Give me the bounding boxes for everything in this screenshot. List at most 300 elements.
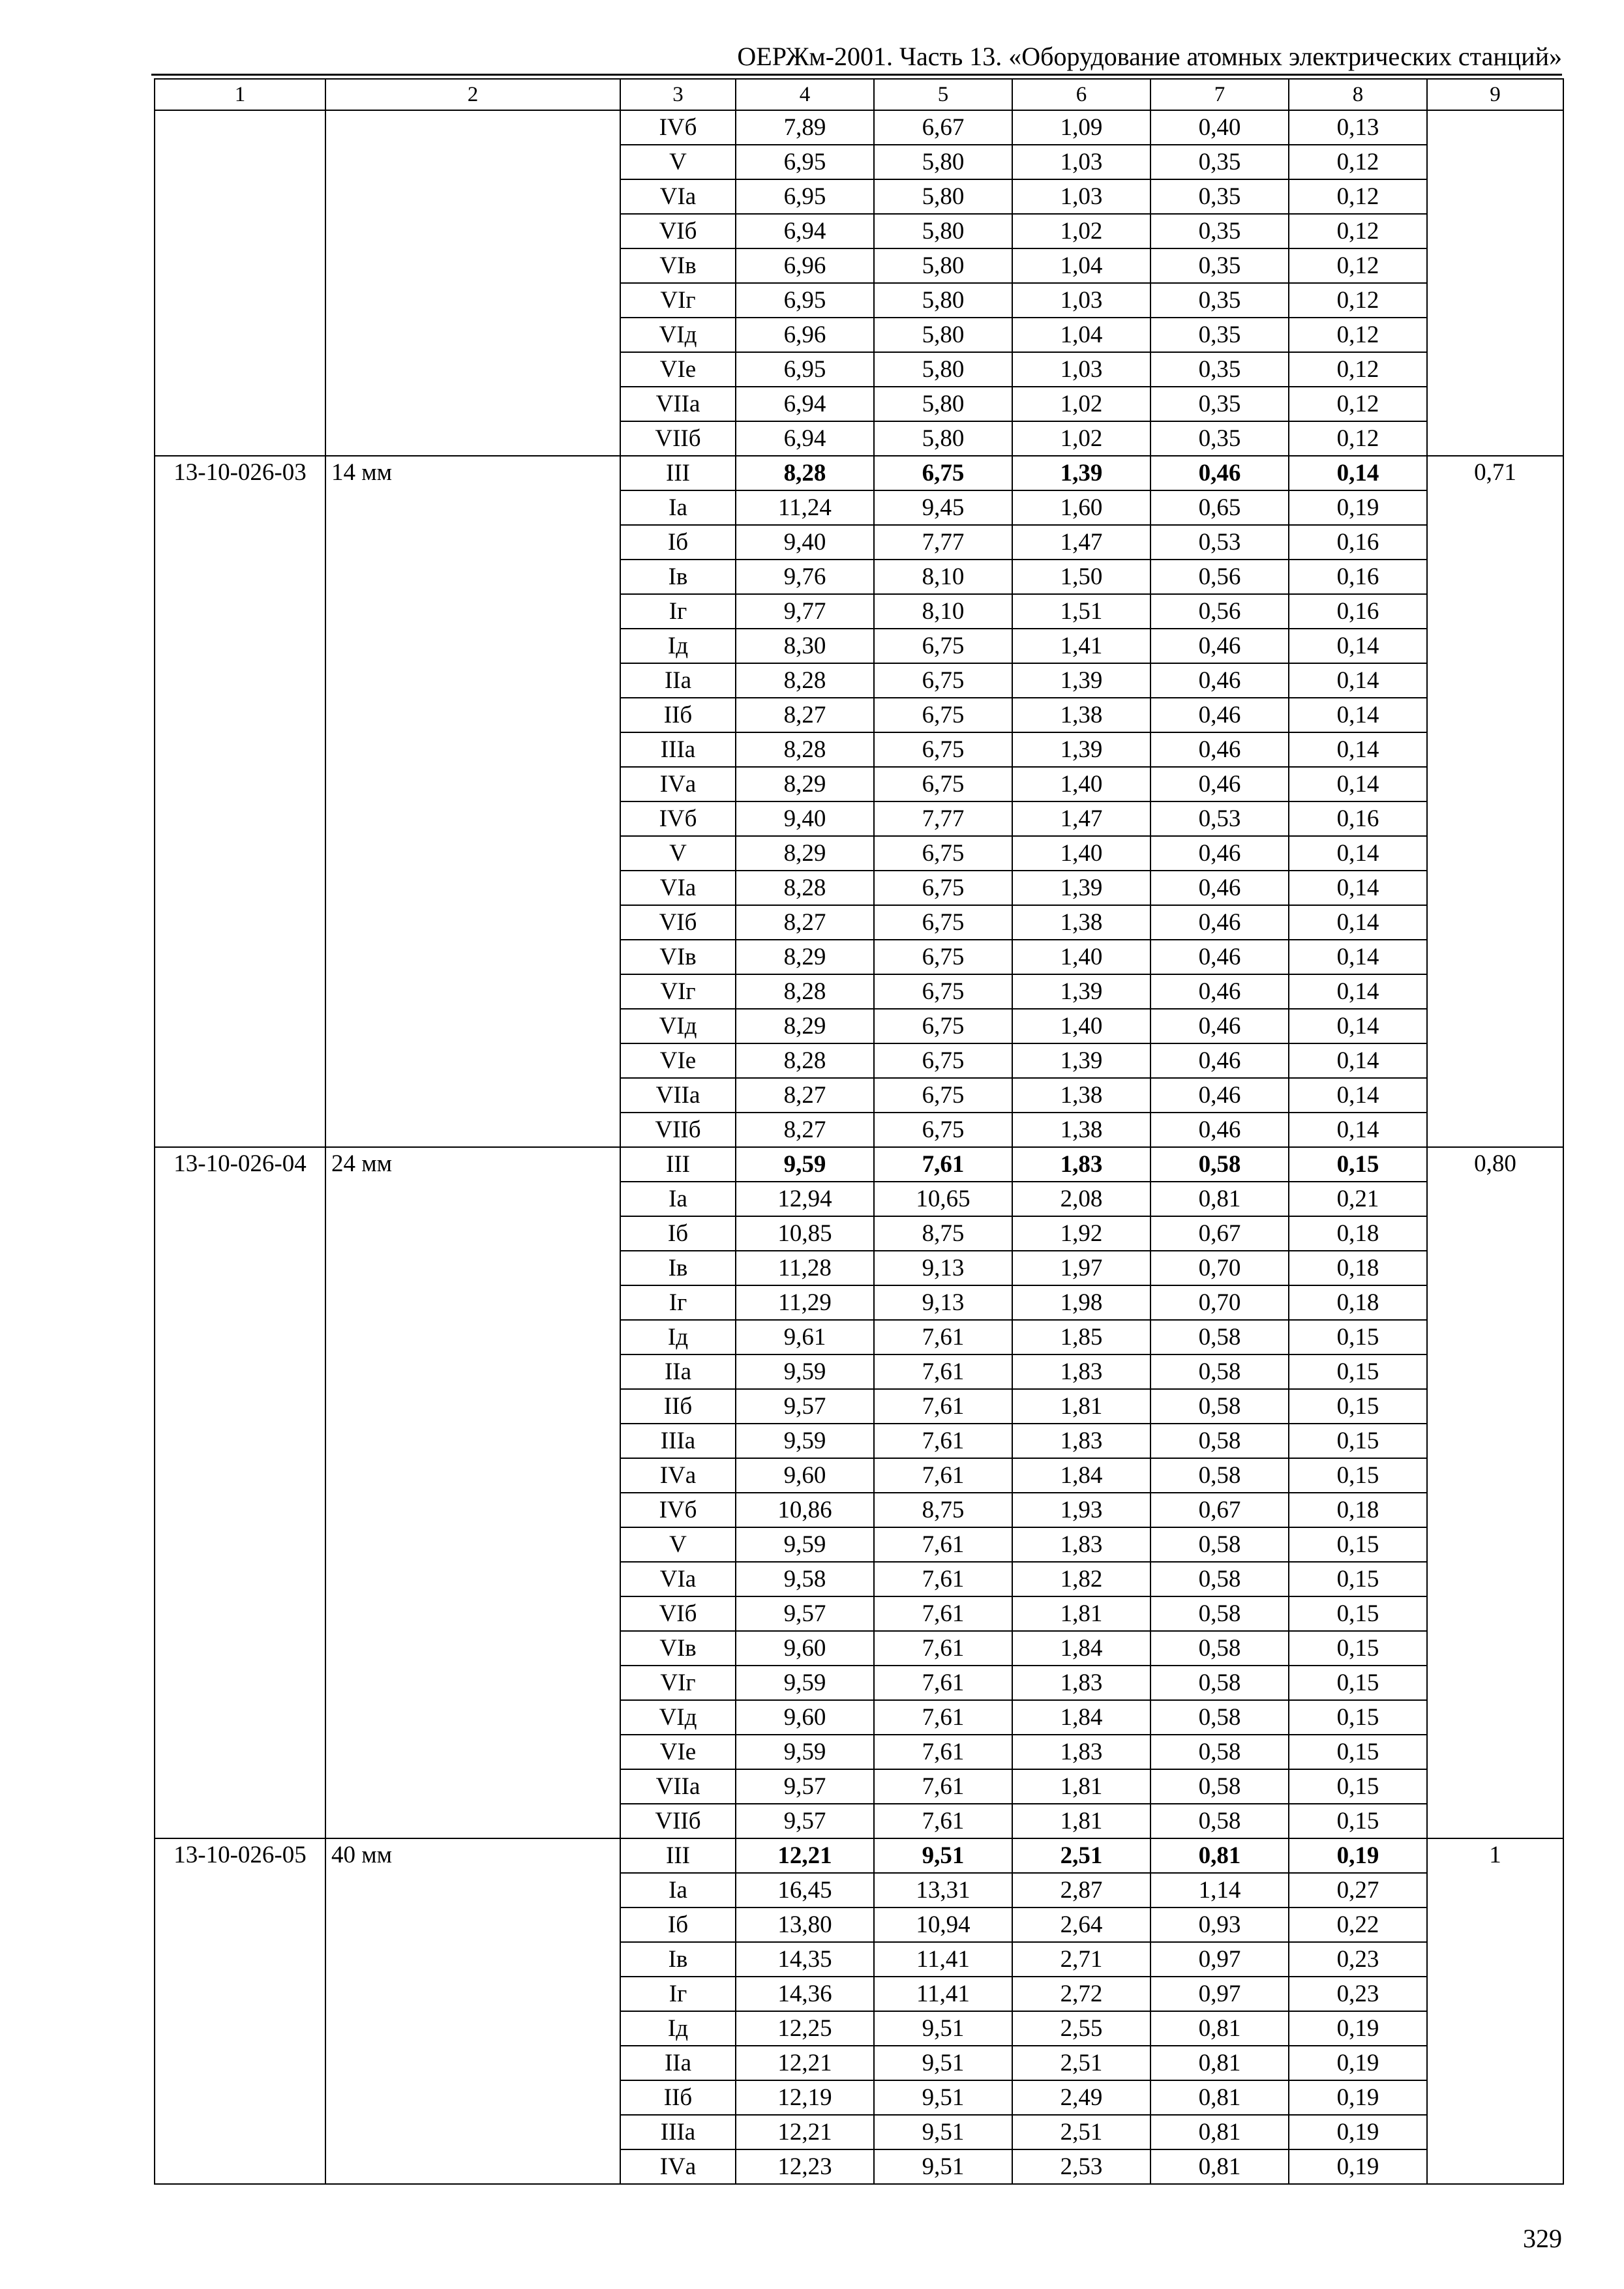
value-cell: 12,25 xyxy=(736,2011,874,2046)
zone-cell: VIг xyxy=(620,974,736,1009)
value-cell: 11,28 xyxy=(736,1251,874,1285)
value-cell: 9,51 xyxy=(874,2011,1012,2046)
zone-cell: IVа xyxy=(620,2149,736,2184)
rate-name-cell xyxy=(325,110,620,456)
zone-cell: III xyxy=(620,1147,736,1182)
value-cell: 9,61 xyxy=(736,1320,874,1354)
value-cell: 6,75 xyxy=(874,732,1012,767)
rate-code-cell: 13-10-026-03 xyxy=(155,456,325,1147)
value-cell: 6,75 xyxy=(874,836,1012,871)
value-cell: 8,30 xyxy=(736,629,874,663)
zone-cell: Iа xyxy=(620,490,736,525)
value-cell: 0,35 xyxy=(1150,352,1289,387)
zone-cell: VIIб xyxy=(620,421,736,456)
value-cell: 0,81 xyxy=(1150,2011,1289,2046)
zone-cell: VIв xyxy=(620,1631,736,1666)
value-cell: 8,75 xyxy=(874,1216,1012,1251)
value-cell: 1,40 xyxy=(1012,767,1150,801)
value-cell: 0,35 xyxy=(1150,421,1289,456)
value-cell: 9,45 xyxy=(874,490,1012,525)
value-cell: 1,03 xyxy=(1012,179,1150,214)
col9-cell xyxy=(1427,110,1563,456)
value-cell: 9,57 xyxy=(736,1769,874,1804)
value-cell: 0,46 xyxy=(1150,1043,1289,1078)
zone-cell: VIа xyxy=(620,179,736,214)
value-cell: 1,40 xyxy=(1012,1009,1150,1043)
value-cell: 0,65 xyxy=(1150,490,1289,525)
value-cell: 0,16 xyxy=(1289,594,1427,629)
col-number: 6 xyxy=(1012,79,1150,110)
value-cell: 12,21 xyxy=(736,2115,874,2149)
value-cell: 6,75 xyxy=(874,629,1012,663)
value-cell: 0,93 xyxy=(1150,1908,1289,1942)
value-cell: 0,15 xyxy=(1289,1527,1427,1562)
value-cell: 0,97 xyxy=(1150,1977,1289,2011)
value-cell: 1,39 xyxy=(1012,732,1150,767)
value-cell: 2,72 xyxy=(1012,1977,1150,2011)
zone-cell: VIб xyxy=(620,1596,736,1631)
value-cell: 0,46 xyxy=(1150,1113,1289,1147)
zone-cell: IVа xyxy=(620,767,736,801)
table-row xyxy=(155,110,1563,145)
value-cell: 1,38 xyxy=(1012,905,1150,940)
value-cell: 0,21 xyxy=(1289,1182,1427,1216)
value-cell: 7,89 xyxy=(736,110,874,145)
zone-cell: VIIб xyxy=(620,1804,736,1838)
value-cell: 1,38 xyxy=(1012,1113,1150,1147)
value-cell: 0,19 xyxy=(1289,1838,1427,1873)
zone-cell: VIе xyxy=(620,352,736,387)
value-cell: 5,80 xyxy=(874,352,1012,387)
value-cell: 0,35 xyxy=(1150,318,1289,352)
value-cell: 9,13 xyxy=(874,1285,1012,1320)
rate-name-cell: 24 мм xyxy=(325,1147,620,1838)
value-cell: 9,57 xyxy=(736,1804,874,1838)
rate-code-cell: 13-10-026-04 xyxy=(155,1147,325,1838)
value-cell: 9,51 xyxy=(874,2115,1012,2149)
value-cell: 0,15 xyxy=(1289,1147,1427,1182)
value-cell: 0,46 xyxy=(1150,1009,1289,1043)
value-cell: 0,18 xyxy=(1289,1493,1427,1527)
value-cell: 9,77 xyxy=(736,594,874,629)
value-cell: 0,53 xyxy=(1150,801,1289,836)
value-cell: 8,28 xyxy=(736,871,874,905)
value-cell: 6,75 xyxy=(874,1043,1012,1078)
value-cell: 1,98 xyxy=(1012,1285,1150,1320)
value-cell: 0,58 xyxy=(1150,1424,1289,1458)
value-cell: 1,04 xyxy=(1012,248,1150,283)
value-cell: 0,46 xyxy=(1150,732,1289,767)
value-cell: 0,46 xyxy=(1150,836,1289,871)
value-cell: 0,46 xyxy=(1150,698,1289,732)
value-cell: 0,53 xyxy=(1150,525,1289,560)
value-cell: 6,96 xyxy=(736,318,874,352)
value-cell: 5,80 xyxy=(874,145,1012,179)
zone-cell: IVб xyxy=(620,801,736,836)
value-cell: 6,75 xyxy=(874,1113,1012,1147)
column-numbers-header xyxy=(155,79,1563,110)
value-cell: 1,50 xyxy=(1012,560,1150,594)
value-cell: 12,19 xyxy=(736,2080,874,2115)
value-cell: 0,56 xyxy=(1150,560,1289,594)
value-cell: 7,61 xyxy=(874,1527,1012,1562)
value-cell: 2,71 xyxy=(1012,1942,1150,1977)
value-cell: 0,18 xyxy=(1289,1216,1427,1251)
value-cell: 6,75 xyxy=(874,974,1012,1009)
value-cell: 12,21 xyxy=(736,2046,874,2080)
value-cell: 0,15 xyxy=(1289,1562,1427,1596)
value-cell: 1,09 xyxy=(1012,110,1150,145)
value-cell: 9,40 xyxy=(736,801,874,836)
value-cell: 9,59 xyxy=(736,1354,874,1389)
zone-cell: VIIа xyxy=(620,1769,736,1804)
value-cell: 0,58 xyxy=(1150,1320,1289,1354)
value-cell: 0,18 xyxy=(1289,1285,1427,1320)
value-cell: 0,58 xyxy=(1150,1596,1289,1631)
value-cell: 6,96 xyxy=(736,248,874,283)
value-cell: 0,81 xyxy=(1150,2046,1289,2080)
value-cell: 1,02 xyxy=(1012,214,1150,248)
value-cell: 0,14 xyxy=(1289,1113,1427,1147)
value-cell: 6,95 xyxy=(736,179,874,214)
zone-cell: Iд xyxy=(620,1320,736,1354)
value-cell: 8,27 xyxy=(736,698,874,732)
value-cell: 2,55 xyxy=(1012,2011,1150,2046)
value-cell: 6,94 xyxy=(736,214,874,248)
value-cell: 0,58 xyxy=(1150,1354,1289,1389)
value-cell: 7,61 xyxy=(874,1458,1012,1493)
zone-cell: IIIа xyxy=(620,1424,736,1458)
value-cell: 0,35 xyxy=(1150,145,1289,179)
table-row xyxy=(155,1147,1563,1182)
value-cell: 0,46 xyxy=(1150,940,1289,974)
zone-cell: VIIа xyxy=(620,387,736,421)
value-cell: 0,15 xyxy=(1289,1666,1427,1700)
value-cell: 1,81 xyxy=(1012,1769,1150,1804)
value-cell: 1,47 xyxy=(1012,525,1150,560)
value-cell: 1,82 xyxy=(1012,1562,1150,1596)
value-cell: 0,70 xyxy=(1150,1251,1289,1285)
value-cell: 10,85 xyxy=(736,1216,874,1251)
zone-cell: IIIа xyxy=(620,732,736,767)
value-cell: 9,60 xyxy=(736,1631,874,1666)
value-cell: 0,18 xyxy=(1289,1251,1427,1285)
value-cell: 0,12 xyxy=(1289,421,1427,456)
value-cell: 0,81 xyxy=(1150,2149,1289,2184)
table-row xyxy=(155,456,1563,490)
zone-cell: Iг xyxy=(620,594,736,629)
value-cell: 0,56 xyxy=(1150,594,1289,629)
value-cell: 6,75 xyxy=(874,663,1012,698)
value-cell: 6,75 xyxy=(874,940,1012,974)
col-number: 8 xyxy=(1289,79,1427,110)
rate-name-cell: 40 мм xyxy=(325,1838,620,2184)
value-cell: 0,23 xyxy=(1289,1942,1427,1977)
value-cell: 0,58 xyxy=(1150,1389,1289,1424)
zone-cell: Iв xyxy=(620,1942,736,1977)
value-cell: 1,51 xyxy=(1012,594,1150,629)
zone-cell: IIб xyxy=(620,698,736,732)
value-cell: 8,28 xyxy=(736,974,874,1009)
value-cell: 13,80 xyxy=(736,1908,874,1942)
value-cell: 0,58 xyxy=(1150,1804,1289,1838)
zone-cell: Iа xyxy=(620,1182,736,1216)
value-cell: 1,93 xyxy=(1012,1493,1150,1527)
zone-cell: III xyxy=(620,1838,736,1873)
value-cell: 14,36 xyxy=(736,1977,874,2011)
value-cell: 1,83 xyxy=(1012,1354,1150,1389)
value-cell: 2,49 xyxy=(1012,2080,1150,2115)
value-cell: 7,61 xyxy=(874,1666,1012,1700)
zone-cell: VIIб xyxy=(620,1113,736,1147)
value-cell: 6,75 xyxy=(874,1009,1012,1043)
zone-cell: Iв xyxy=(620,1251,736,1285)
value-cell: 7,61 xyxy=(874,1804,1012,1838)
value-cell: 8,27 xyxy=(736,1078,874,1113)
value-cell: 7,61 xyxy=(874,1147,1012,1182)
zone-cell: IIа xyxy=(620,2046,736,2080)
value-cell: 1,02 xyxy=(1012,387,1150,421)
value-cell: 6,75 xyxy=(874,1078,1012,1113)
value-cell: 0,58 xyxy=(1150,1147,1289,1182)
value-cell: 0,12 xyxy=(1289,248,1427,283)
value-cell: 6,75 xyxy=(874,871,1012,905)
value-cell: 2,51 xyxy=(1012,1838,1150,1873)
value-cell: 0,12 xyxy=(1289,179,1427,214)
zone-cell: VIд xyxy=(620,1700,736,1735)
value-cell: 9,51 xyxy=(874,1838,1012,1873)
value-cell: 0,19 xyxy=(1289,2115,1427,2149)
value-cell: 0,46 xyxy=(1150,456,1289,490)
value-cell: 1,97 xyxy=(1012,1251,1150,1285)
value-cell: 1,41 xyxy=(1012,629,1150,663)
zone-cell: IVб xyxy=(620,1493,736,1527)
value-cell: 6,75 xyxy=(874,698,1012,732)
value-cell: 6,67 xyxy=(874,110,1012,145)
value-cell: 0,58 xyxy=(1150,1769,1289,1804)
value-cell: 0,22 xyxy=(1289,1908,1427,1942)
value-cell: 6,94 xyxy=(736,387,874,421)
value-cell: 1,83 xyxy=(1012,1735,1150,1769)
value-cell: 1,04 xyxy=(1012,318,1150,352)
value-cell: 16,45 xyxy=(736,1873,874,1908)
value-cell: 0,15 xyxy=(1289,1700,1427,1735)
value-cell: 0,16 xyxy=(1289,560,1427,594)
zone-cell: VIа xyxy=(620,871,736,905)
value-cell: 9,76 xyxy=(736,560,874,594)
value-cell: 0,40 xyxy=(1150,110,1289,145)
zone-cell: Iа xyxy=(620,1873,736,1908)
value-cell: 1,39 xyxy=(1012,974,1150,1009)
header-rule xyxy=(151,74,1562,76)
value-cell: 1,83 xyxy=(1012,1424,1150,1458)
value-cell: 0,58 xyxy=(1150,1700,1289,1735)
value-cell: 0,14 xyxy=(1289,836,1427,871)
value-cell: 0,14 xyxy=(1289,456,1427,490)
col-number: 1 xyxy=(155,79,325,110)
value-cell: 0,35 xyxy=(1150,387,1289,421)
value-cell: 7,61 xyxy=(874,1354,1012,1389)
value-cell: 8,10 xyxy=(874,560,1012,594)
value-cell: 1,39 xyxy=(1012,871,1150,905)
value-cell: 0,19 xyxy=(1289,2080,1427,2115)
zone-cell: VIд xyxy=(620,318,736,352)
value-cell: 0,97 xyxy=(1150,1942,1289,1977)
value-cell: 2,53 xyxy=(1012,2149,1150,2184)
value-cell: 0,35 xyxy=(1150,179,1289,214)
value-cell: 9,59 xyxy=(736,1147,874,1182)
zone-cell: VIд xyxy=(620,1009,736,1043)
col-number: 4 xyxy=(736,79,874,110)
value-cell: 1,84 xyxy=(1012,1631,1150,1666)
value-cell: 6,75 xyxy=(874,456,1012,490)
value-cell: 9,51 xyxy=(874,2080,1012,2115)
value-cell: 0,70 xyxy=(1150,1285,1289,1320)
value-cell: 1,02 xyxy=(1012,421,1150,456)
value-cell: 7,61 xyxy=(874,1700,1012,1735)
value-cell: 10,94 xyxy=(874,1908,1012,1942)
value-cell: 8,10 xyxy=(874,594,1012,629)
zone-cell: VIб xyxy=(620,214,736,248)
value-cell: 0,81 xyxy=(1150,1838,1289,1873)
value-cell: 0,19 xyxy=(1289,2149,1427,2184)
value-cell: 8,75 xyxy=(874,1493,1012,1527)
rate-code-cell xyxy=(155,110,325,456)
table-row xyxy=(155,1838,1563,1873)
value-cell: 1,03 xyxy=(1012,352,1150,387)
zone-cell: VIе xyxy=(620,1043,736,1078)
zone-cell: Iб xyxy=(620,1908,736,1942)
col-number: 9 xyxy=(1427,79,1563,110)
value-cell: 1,14 xyxy=(1150,1873,1289,1908)
value-cell: 13,31 xyxy=(874,1873,1012,1908)
value-cell: 0,15 xyxy=(1289,1735,1427,1769)
value-cell: 10,86 xyxy=(736,1493,874,1527)
value-cell: 0,35 xyxy=(1150,248,1289,283)
zone-cell: III xyxy=(620,456,736,490)
value-cell: 2,64 xyxy=(1012,1908,1150,1942)
zone-cell: Iг xyxy=(620,1285,736,1320)
value-cell: 0,46 xyxy=(1150,905,1289,940)
value-cell: 12,21 xyxy=(736,1838,874,1873)
value-cell: 9,57 xyxy=(736,1596,874,1631)
value-cell: 0,58 xyxy=(1150,1527,1289,1562)
rate-code-cell: 13-10-026-05 xyxy=(155,1838,325,2184)
value-cell: 1,84 xyxy=(1012,1458,1150,1493)
value-cell: 0,58 xyxy=(1150,1458,1289,1493)
value-cell: 1,83 xyxy=(1012,1147,1150,1182)
value-cell: 0,13 xyxy=(1289,110,1427,145)
col9-cell: 0,80 xyxy=(1427,1147,1563,1838)
value-cell: 6,75 xyxy=(874,905,1012,940)
value-cell: 0,12 xyxy=(1289,283,1427,318)
value-cell: 9,40 xyxy=(736,525,874,560)
value-cell: 0,58 xyxy=(1150,1735,1289,1769)
value-cell: 9,60 xyxy=(736,1458,874,1493)
value-cell: 0,12 xyxy=(1289,145,1427,179)
value-cell: 9,51 xyxy=(874,2149,1012,2184)
value-cell: 0,15 xyxy=(1289,1804,1427,1838)
value-cell: 0,14 xyxy=(1289,974,1427,1009)
value-cell: 0,15 xyxy=(1289,1631,1427,1666)
zone-cell: IIа xyxy=(620,663,736,698)
zone-cell: IIб xyxy=(620,2080,736,2115)
value-cell: 8,28 xyxy=(736,456,874,490)
value-cell: 7,61 xyxy=(874,1389,1012,1424)
value-cell: 6,75 xyxy=(874,767,1012,801)
value-cell: 7,61 xyxy=(874,1320,1012,1354)
value-cell: 2,08 xyxy=(1012,1182,1150,1216)
value-cell: 8,29 xyxy=(736,767,874,801)
col9-cell: 1 xyxy=(1427,1838,1563,2184)
value-cell: 9,59 xyxy=(736,1424,874,1458)
value-cell: 7,61 xyxy=(874,1631,1012,1666)
value-cell: 1,40 xyxy=(1012,940,1150,974)
zone-cell: VIв xyxy=(620,940,736,974)
value-cell: 0,67 xyxy=(1150,1493,1289,1527)
value-cell: 8,27 xyxy=(736,905,874,940)
value-cell: 5,80 xyxy=(874,387,1012,421)
value-cell: 12,94 xyxy=(736,1182,874,1216)
zone-cell: IIIа xyxy=(620,2115,736,2149)
col9-cell: 0,71 xyxy=(1427,456,1563,1147)
value-cell: 0,35 xyxy=(1150,283,1289,318)
value-cell: 0,14 xyxy=(1289,940,1427,974)
zone-cell: IIа xyxy=(620,1354,736,1389)
value-cell: 0,14 xyxy=(1289,905,1427,940)
value-cell: 1,81 xyxy=(1012,1389,1150,1424)
zone-cell: Iд xyxy=(620,2011,736,2046)
value-cell: 2,87 xyxy=(1012,1873,1150,1908)
value-cell: 8,28 xyxy=(736,663,874,698)
value-cell: 0,16 xyxy=(1289,525,1427,560)
value-cell: 8,29 xyxy=(736,836,874,871)
value-cell: 8,29 xyxy=(736,940,874,974)
value-cell: 0,19 xyxy=(1289,490,1427,525)
zone-cell: VIв xyxy=(620,248,736,283)
value-cell: 5,80 xyxy=(874,283,1012,318)
value-cell: 0,14 xyxy=(1289,1043,1427,1078)
value-cell: 0,58 xyxy=(1150,1631,1289,1666)
value-cell: 5,80 xyxy=(874,214,1012,248)
value-cell: 0,14 xyxy=(1289,1078,1427,1113)
zone-cell: VIг xyxy=(620,283,736,318)
zone-cell: VIг xyxy=(620,1666,736,1700)
value-cell: 7,61 xyxy=(874,1424,1012,1458)
value-cell: 2,51 xyxy=(1012,2046,1150,2080)
col-number: 2 xyxy=(325,79,620,110)
value-cell: 1,39 xyxy=(1012,663,1150,698)
value-cell: 0,12 xyxy=(1289,214,1427,248)
value-cell: 0,46 xyxy=(1150,974,1289,1009)
value-cell: 0,19 xyxy=(1289,2046,1427,2080)
value-cell: 0,15 xyxy=(1289,1458,1427,1493)
zone-cell: Iд xyxy=(620,629,736,663)
zone-cell: VIе xyxy=(620,1735,736,1769)
value-cell: 6,95 xyxy=(736,145,874,179)
value-cell: 0,46 xyxy=(1150,767,1289,801)
value-cell: 1,92 xyxy=(1012,1216,1150,1251)
value-cell: 1,85 xyxy=(1012,1320,1150,1354)
zone-cell: V xyxy=(620,1527,736,1562)
value-cell: 6,95 xyxy=(736,352,874,387)
zone-cell: Iб xyxy=(620,525,736,560)
rate-name-cell: 14 мм xyxy=(325,456,620,1147)
value-cell: 0,14 xyxy=(1289,629,1427,663)
value-cell: 0,46 xyxy=(1150,663,1289,698)
zone-cell: V xyxy=(620,836,736,871)
column-number-row xyxy=(155,79,1563,110)
